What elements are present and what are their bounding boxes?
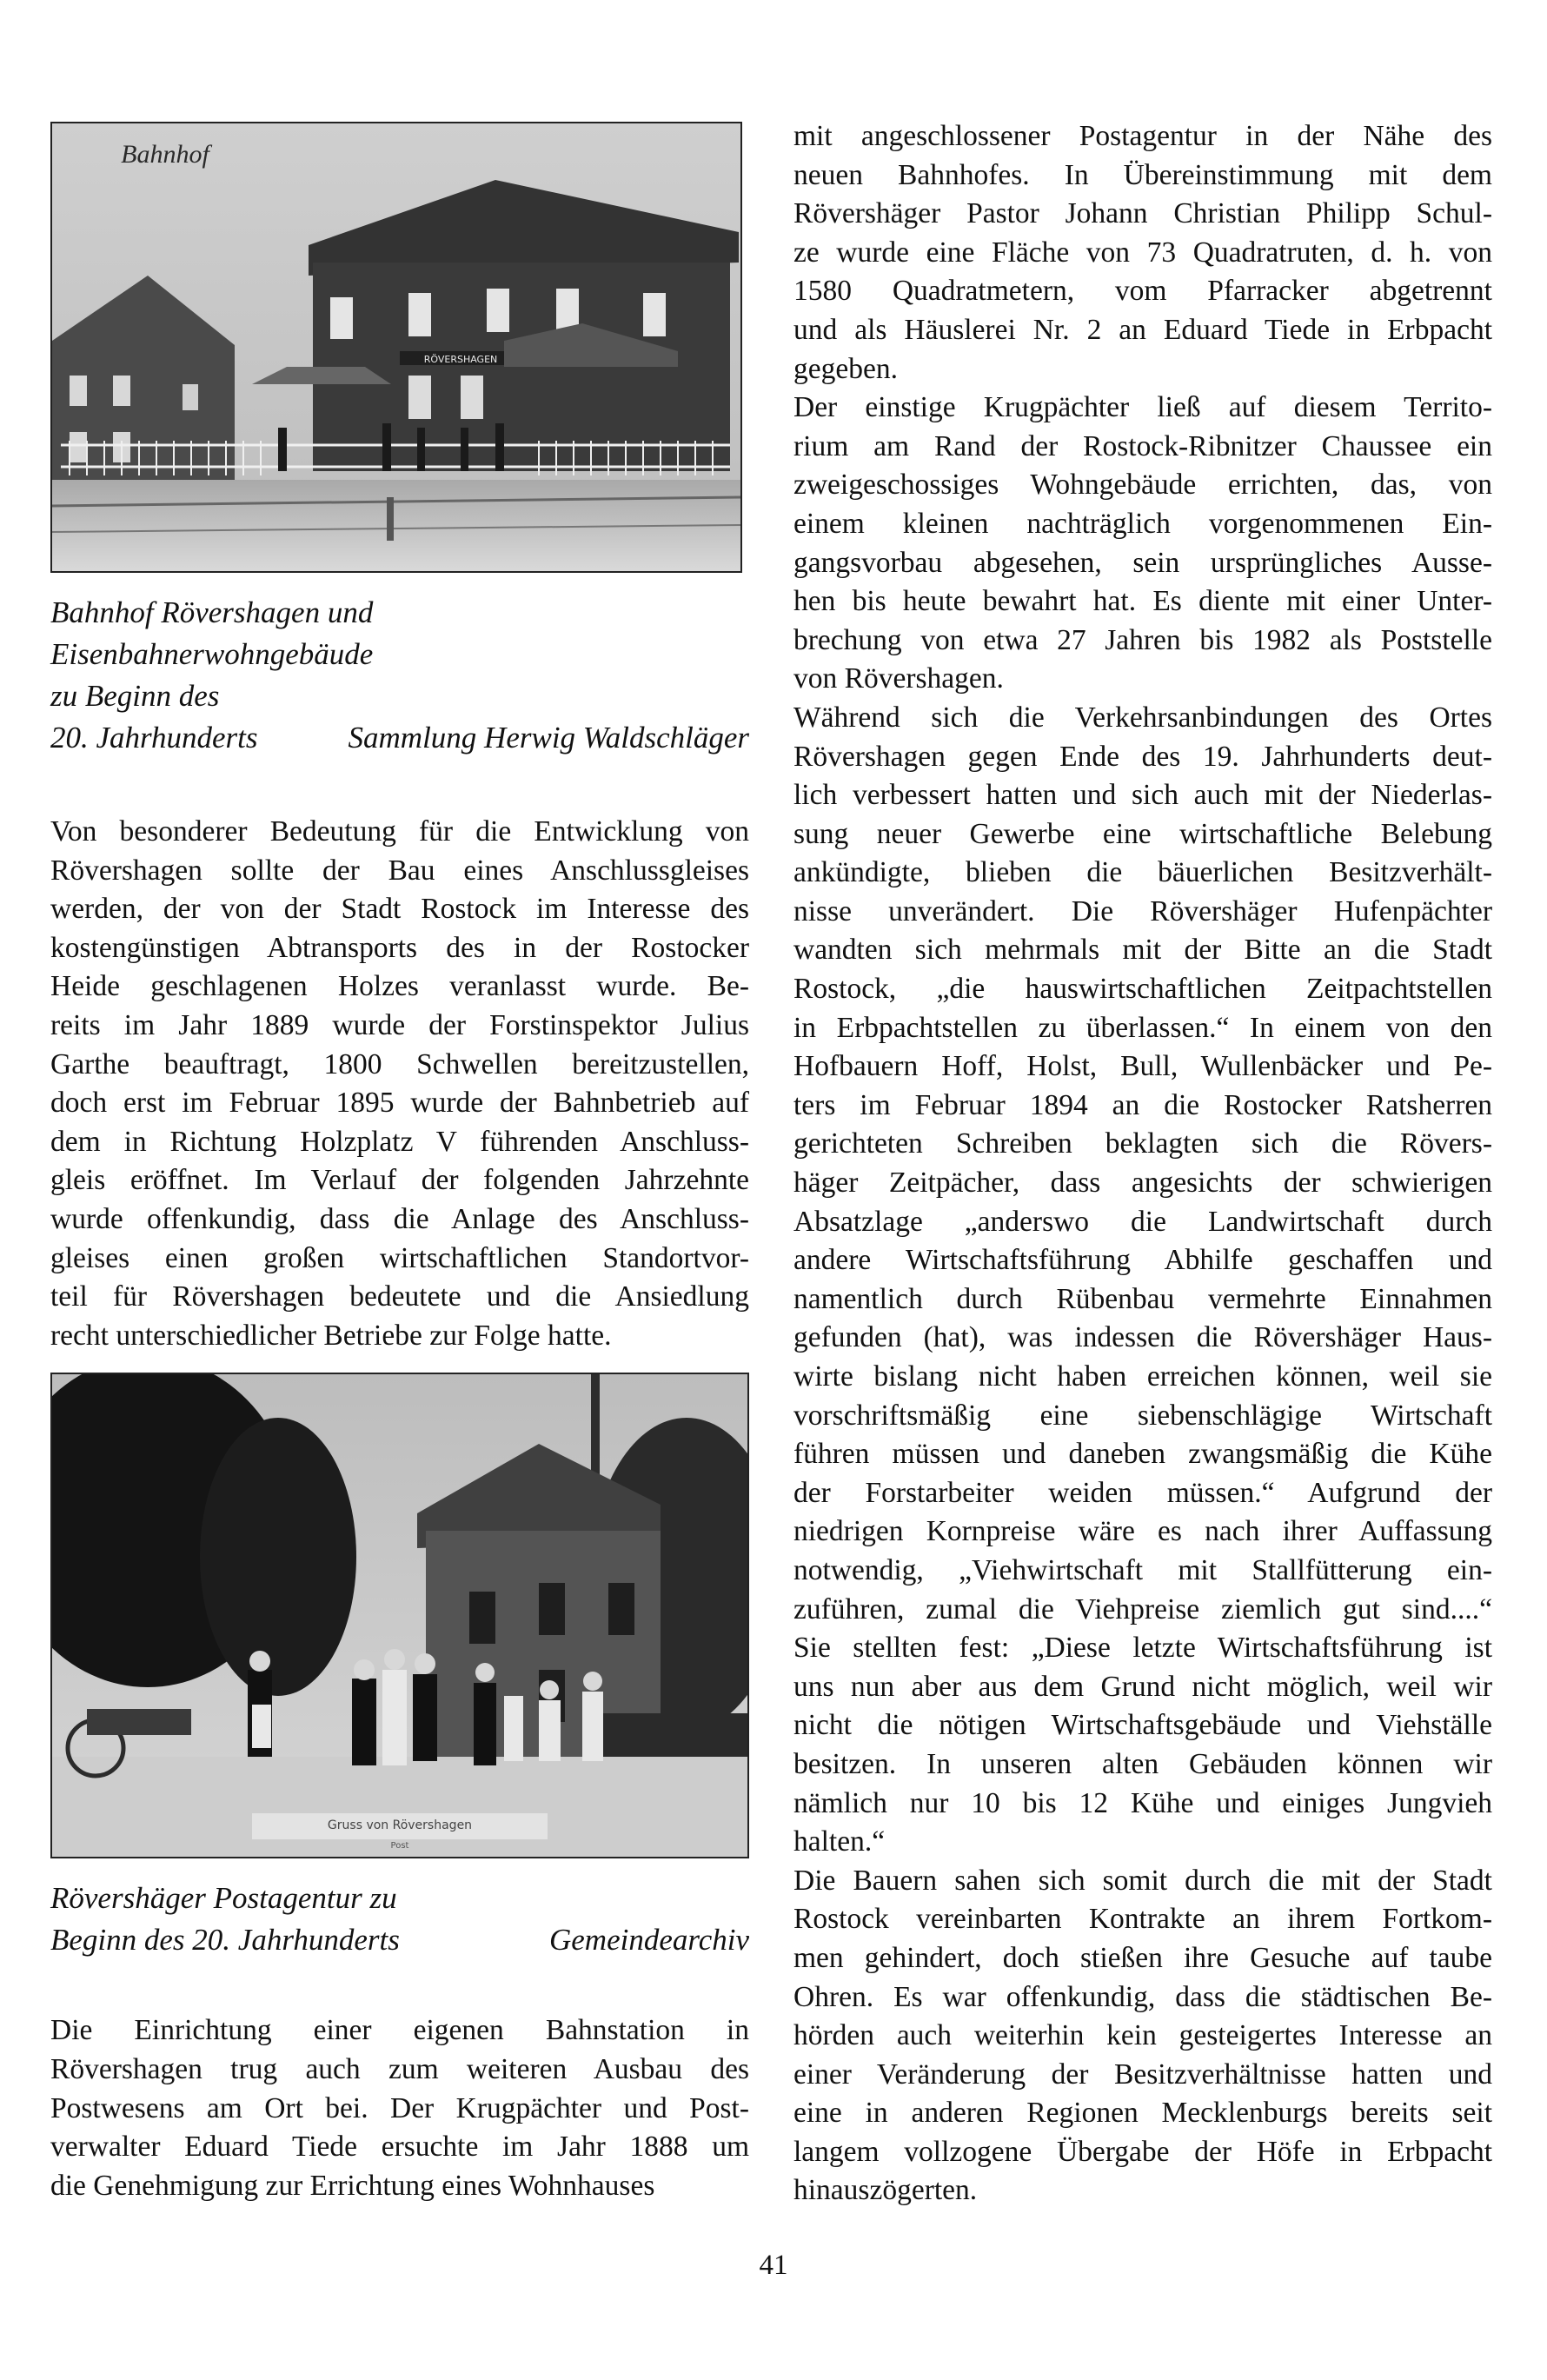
text-line: sung neuer Gewerbe eine wirtschaftliche Belebung xyxy=(793,817,1492,850)
text-line: andere Wirtschaftsführung Abhilfe geschaffen und xyxy=(793,1244,1492,1277)
caption-line: Rövershäger Postagentur zu xyxy=(50,1881,397,1916)
text-line: men gehindert, doch stießen ihre Gesuche auf taube xyxy=(793,1941,1492,1974)
text-line: Die Bauern sahen sich somit durch die mit der Stadt xyxy=(793,1864,1492,1897)
postcard-sublabel: Post xyxy=(390,1841,409,1851)
text-line: wirte bislang nicht haben erreichen können, weil sie xyxy=(793,1360,1492,1393)
text-line: wandten sich mehrmals mit der Bitte an die Stadt xyxy=(793,934,1492,967)
text-line: Ohren. Es war offenkundig, dass die städtischen Be- xyxy=(793,1980,1492,2013)
text-line: recht unterschiedlicher Betriebe zur Folge hatte. xyxy=(50,1319,612,1352)
post-agency-photo xyxy=(50,1373,749,1858)
text-line: häger Zeitpächer, dass angesichts der schwierigen xyxy=(793,1167,1492,1200)
paragraph-post-office xyxy=(50,2011,749,2205)
text-line: nämlich nur 10 bis 12 Kühe und einiges Jungvieh xyxy=(793,1786,1492,1819)
text-line: notwendig, „Viehwirtschaft mit Stallfütterung ein- xyxy=(793,1553,1492,1586)
caption-line: Bahnhof Rövershagen und xyxy=(50,595,374,629)
text-line: verwalter Eduard Tiede ersuchte im Jahr 1888 um xyxy=(50,2131,749,2164)
text-line: Sie stellten fest: „Diese letzte Wirtschaftsführung ist xyxy=(793,1632,1492,1665)
text-line: gleis eröffnet. Im Verlauf der folgenden Jahrzehnte xyxy=(50,1164,749,1197)
text-line: besitzen. In unseren alten Gebäuden können wir xyxy=(793,1747,1492,1780)
text-line: gleises einen großen wirtschaftlichen Standortvor- xyxy=(50,1241,749,1274)
text-line: ze wurde eine Fläche von 73 Quadratruten, d. h. von xyxy=(793,236,1492,269)
text-line: Von besonderer Bedeutung für die Entwicklung von xyxy=(50,815,749,848)
text-line: Absatzlage „anderswo die Landwirtschaft durch xyxy=(793,1205,1492,1238)
station-illustration xyxy=(52,123,740,571)
text-line: wurde offenkundig, dass die Anlage des Anschluss- xyxy=(50,1202,749,1235)
text-line: zweigeschossiges Wohngebäude errichten, das, von xyxy=(793,469,1492,502)
text-line: reits im Jahr 1889 wurde der Forstinspektor Julius xyxy=(50,1008,749,1041)
text-line: halten.“ xyxy=(793,1825,886,1858)
text-line: rium am Rand der Rostock-Ribnitzer Chaussee ein xyxy=(793,429,1492,462)
text-line: gangsvorbau abgesehen, sein ursprüngliches Ausse- xyxy=(793,546,1492,579)
text-line: der Forstarbeiter weiden müssen.“ Aufgrund der xyxy=(793,1476,1492,1509)
text-line: doch erst im Februar 1895 wurde der Bahnbetrieb auf xyxy=(50,1087,749,1120)
caption-credit: Sammlung Herwig Waldschläger xyxy=(348,721,749,755)
text-line: Während sich die Verkehrsanbindungen des Ortes xyxy=(793,701,1492,734)
text-line: uns nun aber aus dem Grund nicht möglich, weil wir xyxy=(793,1670,1492,1703)
station-sign-text: RÖVERSHAGEN xyxy=(423,354,498,365)
text-line: mit angeschlossener Postagentur in der Nähe des xyxy=(793,120,1492,152)
text-line: die Genehmigung zur Errichtung eines Wohnhauses xyxy=(50,2169,655,2202)
text-line: lich verbessert hatten und sich auch mit der Niederlas- xyxy=(793,779,1492,812)
text-line: teil für Rövershagen bedeutete und die Ansiedlung xyxy=(50,1280,749,1313)
text-line: einem kleinen nachträglich vorgenommenen Ein- xyxy=(793,507,1492,540)
post-agency-caption xyxy=(50,1878,749,1961)
text-line: Heide geschlagenen Holzes veranlasst wurde. Be- xyxy=(50,970,749,1003)
text-line: in Erbpachtstellen zu überlassen.“ In einem von den xyxy=(793,1011,1492,1044)
text-line: werden, der von der Stadt Rostock im Interesse des xyxy=(50,893,749,926)
text-line: langem vollzogene Übergabe der Höfe in Erbpacht xyxy=(793,2135,1492,2168)
text-line: Rövershagen sollte der Bau eines Anschlussgleises xyxy=(50,854,749,887)
text-line: Hofbauern Hoff, Holst, Bull, Wullenbäcker und Pe- xyxy=(793,1050,1492,1083)
post-agency-illustration xyxy=(52,1374,747,1857)
text-line: Rövershagen gegen Ende des 19. Jahrhunderts deut- xyxy=(793,740,1492,773)
text-line: Die Einrichtung einer eigenen Bahnstation in xyxy=(50,2014,749,2047)
text-line: gefunden (hat), was indessen die Rövershäger Haus- xyxy=(793,1321,1492,1354)
page-number: 41 xyxy=(759,2250,788,2281)
text-line: Der einstige Krugpächter ließ auf diesem Territo- xyxy=(793,391,1492,424)
text-line: kostengünstigen Abtransports des in der Rostocker xyxy=(50,931,749,964)
station-caption xyxy=(50,592,749,759)
text-line: Rostock vereinbarten Kontrakte an ihrem Fortkom- xyxy=(793,1903,1492,1936)
text-line: Garthe beauftragt, 1800 Schwellen bereitzustellen, xyxy=(50,1047,749,1080)
text-line: einer Veränderung der Besitzverhältnisse hatten und xyxy=(793,2058,1492,2091)
text-line: Rövershäger Pastor Johann Christian Philipp Schul- xyxy=(793,197,1492,230)
text-line: brechung von etwa 27 Jahren bis 1982 als Poststelle xyxy=(793,623,1492,656)
text-line: vorschriftsmäßig eine siebenschlägige Wirtschaft xyxy=(793,1399,1492,1432)
caption-line: zu Beginn des xyxy=(50,679,220,713)
left-column xyxy=(50,122,749,2205)
caption-credit: Gemeindearchiv xyxy=(549,1923,749,1958)
text-line: eine in anderen Regionen Mecklenburgs bereits seit xyxy=(793,2097,1492,2130)
text-line: hörden auch weiterhin kein gesteigertes Interesse an xyxy=(793,2019,1492,2052)
paragraph-right-column xyxy=(793,117,1492,2210)
text-line: zuführen, zumal die Viehpreise ziemlich gut sind....“ xyxy=(793,1592,1492,1625)
text-line: dem in Richtung Holzplatz V führenden Anschluss- xyxy=(50,1125,749,1158)
caption-line: 20. Jahrhunderts xyxy=(50,721,258,755)
text-line: Rostock, „die hauswirtschaftlichen Zeitpachtstellen xyxy=(793,973,1492,1006)
text-line: von Rövershagen. xyxy=(793,662,1004,695)
text-line: hinauszögerten. xyxy=(793,2174,978,2207)
text-line: Postwesens am Ort bei. Der Krugpächter und Post- xyxy=(50,2091,749,2124)
caption-line: Eisenbahnerwohngebäude xyxy=(50,637,374,671)
station-photo xyxy=(50,122,742,573)
postcard-greeting: Gruss von Rövershagen xyxy=(327,1818,473,1833)
text-line: gegeben. xyxy=(793,352,898,385)
text-line: gerichteten Schreiben beklagten sich die Rövers- xyxy=(793,1127,1492,1160)
right-column xyxy=(793,117,1492,2210)
text-line: und als Häuslerei Nr. 2 an Eduard Tiede in Erbpacht xyxy=(793,313,1492,346)
caption-line: Beginn des 20. Jahrhunderts xyxy=(50,1923,400,1958)
text-line: Rövershagen trug auch zum weiteren Ausbau des xyxy=(50,2052,749,2085)
text-line: 1580 Quadratmetern, vom Pfarracker abgetrennt xyxy=(793,275,1492,308)
text-line: namentlich durch Rübenbau vermehrte Einnahmen xyxy=(793,1282,1492,1315)
text-line: nisse unverändert. Die Rövershäger Hufenpächter xyxy=(793,894,1492,927)
text-line: hen bis heute bewahrt hat. Es diente mit einer Unter- xyxy=(793,585,1492,618)
text-line: ters im Februar 1894 an die Rostocker Ratsherren xyxy=(793,1088,1492,1121)
station-photo-label: Bahnhof xyxy=(121,140,209,169)
text-line: führen müssen und daneben zwangsmäßig die Kühe xyxy=(793,1438,1492,1471)
text-line: niedrigen Kornpreise wäre es nach ihrer Auffassung xyxy=(793,1515,1492,1548)
paragraph-railway-siding xyxy=(50,813,749,1355)
text-line: nicht die nötigen Wirtschaftsgebäude und Viehställe xyxy=(793,1709,1492,1742)
text-line: neuen Bahnhofes. In Übereinstimmung mit dem xyxy=(793,158,1492,191)
text-line: ankündigte, blieben die bäuerlichen Besitzverhält- xyxy=(793,856,1492,889)
